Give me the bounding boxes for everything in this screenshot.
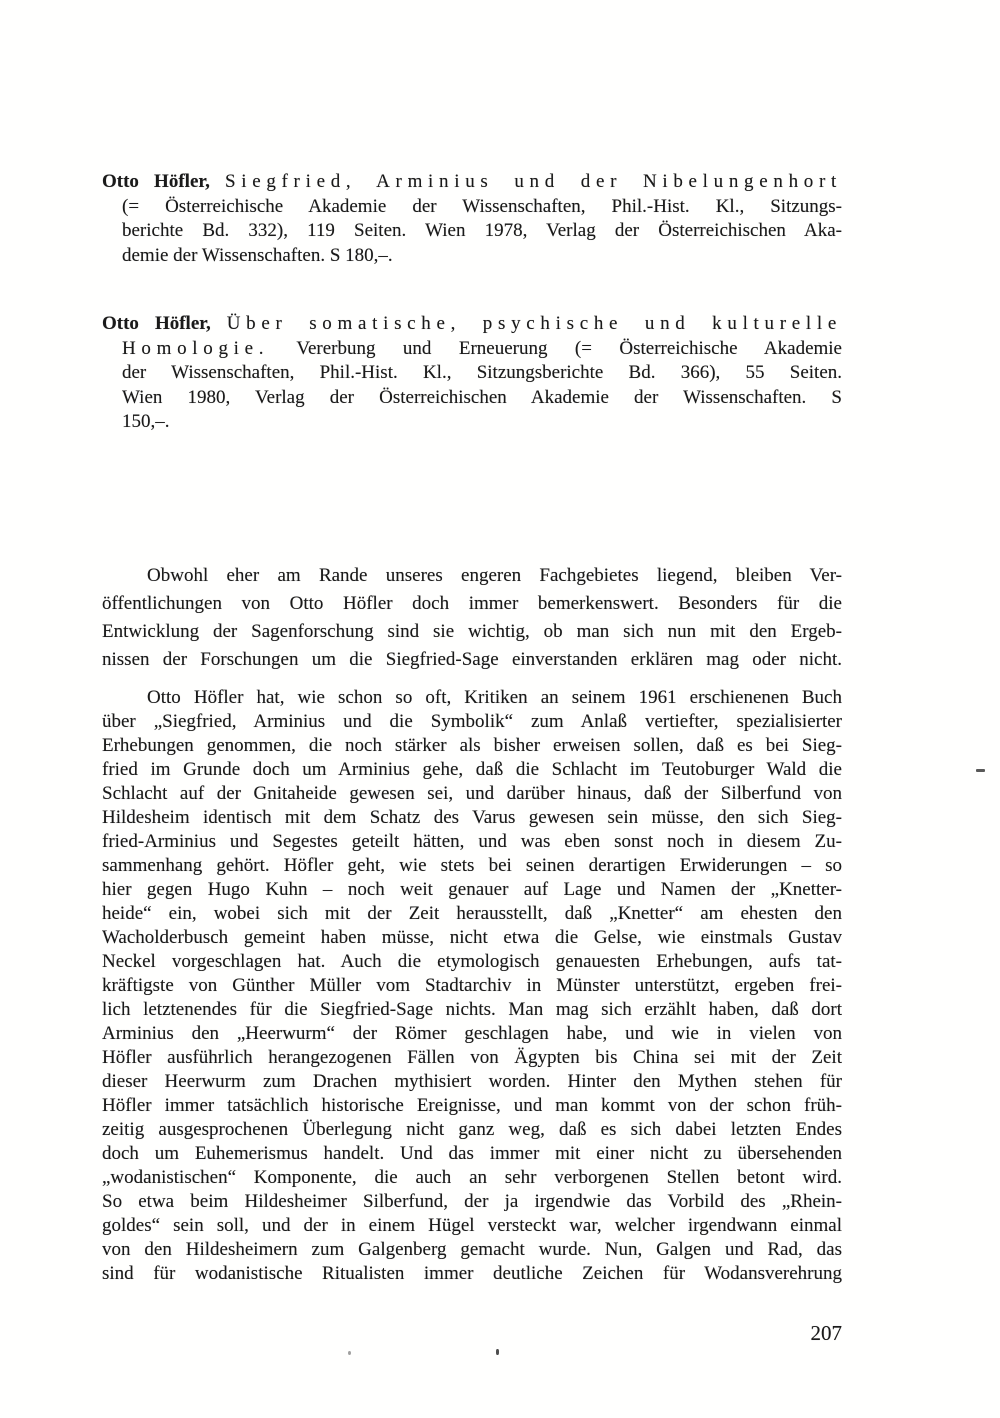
body-text: öffentlichungen von Otto Höfler doch immer bemerkenswert. Besonders für die xyxy=(102,593,842,614)
body-text: demie der Wissenschaften. S 180,–. xyxy=(122,244,393,266)
text-line xyxy=(102,1166,842,1190)
spaced-title-text: Homologie. xyxy=(122,337,270,359)
body-text: So etwa beim Hildesheimer Silberfund, der ja irgendwie das Vorbild des „Rhein- xyxy=(102,1191,842,1212)
body-text: hier gegen Hugo Kuhn – noch weit genauer auf Lage und Namen der „Knetter- xyxy=(102,879,842,900)
text-line xyxy=(102,410,842,435)
text-line xyxy=(102,170,842,195)
body-text: 150,–. xyxy=(122,411,170,432)
text-line xyxy=(102,1238,842,1262)
text-line xyxy=(102,1046,842,1070)
text-line xyxy=(102,782,842,806)
text-line xyxy=(102,926,842,950)
text-line xyxy=(102,312,842,337)
body-text: nissen der Forschungen um die Siegfried-Sage einverstanden erklären mag oder nicht. xyxy=(102,649,842,670)
text-line xyxy=(102,244,842,269)
body-text: kräftigste von Günther Müller vom Stadtarchiv in Münster unterstützt, ergeben frei- xyxy=(102,975,842,996)
text-line xyxy=(102,618,842,646)
body-text: Wacholderbusch gemeint haben müsse, nicht etwa die Gelse, wie einstmals Gustav xyxy=(102,927,842,948)
text-line xyxy=(102,686,842,710)
text-line xyxy=(102,710,842,734)
body-text: Höfler immer tatsächlich historische Ereignisse, und man kommt von der schon früh- xyxy=(102,1095,842,1116)
body-text: goldes“ sein soll, und der in einem Hügel versteckt war, welcher irgendwann einmal xyxy=(102,1215,842,1236)
text-line xyxy=(102,1142,842,1166)
body-text: Otto Höfler hat, wie schon so oft, Kritiken an seinem 1961 erschienenen Buch xyxy=(147,687,842,708)
text-line xyxy=(102,361,842,386)
bibliography-entry-2 xyxy=(102,312,842,435)
review-paragraph-2 xyxy=(102,686,842,1286)
body-text: Höfler ausführlich herangezogenen Fällen von Ägypten bis China sei mit der Zeit xyxy=(102,1047,842,1068)
text-line xyxy=(102,1022,842,1046)
body-text: über „Siegfried, Arminius und die Symbolik“ zum Anlaß vertiefter, spezialisierter xyxy=(102,711,842,732)
text-line xyxy=(102,1070,842,1094)
body-text: Obwohl eher am Rande unseres engeren Fachgebietes liegend, bleiben Ver- xyxy=(147,565,842,586)
author-name: Otto Höfler, xyxy=(102,313,211,334)
body-text: sammenhang gehört. Höfler geht, wie stets bei seinen derartigen Erwiderungen – so xyxy=(102,855,842,876)
body-text: Schlacht auf der Gnitaheide gewesen sei, und darüber hinaus, daß der Silberfund von xyxy=(102,783,842,804)
body-text: Erhebungen genommen, die noch stärker als bisher erweisen sollen, daß es bei Sieg- xyxy=(102,735,842,756)
text-line xyxy=(102,974,842,998)
text-line xyxy=(102,1118,842,1142)
scan-speck-bottom-center xyxy=(496,1349,499,1355)
text-line xyxy=(102,646,842,674)
body-text: lich letztenendes für die Siegfried-Sage nichts. Man mag sich erzählt haben, daß dort xyxy=(102,999,842,1020)
body-text: fried im Grunde doch um Arminius gehe, daß die Schlacht im Teutoburger Wald die xyxy=(102,759,842,780)
body-text: zeitig ausgesprochenen Überlegung nicht ganz weg, daß es sich dabei letzten Endes xyxy=(102,1119,842,1140)
text-line xyxy=(102,219,842,244)
text-line xyxy=(102,386,842,411)
text-line xyxy=(102,998,842,1022)
text-line xyxy=(102,562,842,590)
body-text: Hildesheim identisch mit dem Schatz des Varus gewesen sein müsse, den sich Sieg- xyxy=(102,807,842,828)
text-line xyxy=(102,337,842,362)
body-text: fried-Arminius und Segestes geteilt hätten, und was eben sonst noch in diesem Zu- xyxy=(102,831,842,852)
text-line xyxy=(102,734,842,758)
page-number: 207 xyxy=(810,1321,842,1345)
body-text: der Wissenschaften, Phil.-Hist. Kl., Sitzungsberichte Bd. 366), 55 Seiten. xyxy=(122,362,842,383)
text-line xyxy=(102,1094,842,1118)
spaced-title-text: Über somatische, psychische und kulturelle xyxy=(226,313,842,334)
text-line xyxy=(102,1214,842,1238)
body-text: dieser Heerwurm zum Drachen mythisiert worden. Hinter den Mythen stehen für xyxy=(102,1071,842,1092)
text-line xyxy=(102,854,842,878)
body-text: doch um Euhemerismus handelt. Und das immer mit einer nicht zu übersehenden xyxy=(102,1143,842,1164)
text-line xyxy=(102,806,842,830)
body-text: von den Hildesheimern zum Galgenberg gemacht wurde. Nun, Galgen und Rad, das xyxy=(102,1239,842,1260)
text-line xyxy=(102,830,842,854)
body-text: Entwicklung der Sagenforschung sind sie wichtig, ob man sich nun mit den Ergeb- xyxy=(102,621,842,642)
body-text: berichte Bd. 332), 119 Seiten. Wien 1978, Verlag der Österreichischen Aka- xyxy=(122,220,842,241)
spaced-title-text: Siegfried, Arminius und der Nibelungenhort xyxy=(224,171,842,192)
author-name: Otto Höfler, xyxy=(102,171,210,192)
review-paragraph-1 xyxy=(102,562,842,674)
body-text: (= Österreichische Akademie der Wissenschaften, Phil.-Hist. Kl., Sitzungs- xyxy=(122,195,842,217)
text-line xyxy=(102,195,842,220)
body-text: „wodanistischen“ Komponente, die auch an sehr verborgenen Stellen betont wird. xyxy=(102,1167,842,1188)
text-line xyxy=(102,1262,842,1286)
scan-speck-margin-dash xyxy=(976,769,985,772)
body-text: Wien 1980, Verlag der Österreichischen Akademie der Wissenschaften. S xyxy=(122,386,842,408)
body-text: heide“ ein, wobei sich mit der Zeit herausstellt, daß „Knetter“ am ehesten den xyxy=(102,903,842,924)
text-line xyxy=(102,950,842,974)
body-text: sind für wodanistische Ritualisten immer deutliche Zeichen für Wodansverehrung xyxy=(102,1263,842,1284)
body-text: Vererbung und Erneuerung (= Österreichische Akademie xyxy=(296,337,842,359)
scan-speck-bottom-left xyxy=(348,1351,351,1355)
text-line xyxy=(102,902,842,926)
text-line xyxy=(102,590,842,618)
text-line xyxy=(102,878,842,902)
body-text: Arminius den „Heerwurm“ der Römer geschlagen habe, und wie in vielen von xyxy=(102,1023,842,1044)
body-text: Neckel vorgeschlagen hat. Auch die etymologisch genauesten Erhebungen, aufs tat- xyxy=(102,951,842,972)
bibliography-entry-1 xyxy=(102,170,842,268)
text-line xyxy=(102,758,842,782)
text-line xyxy=(102,1190,842,1214)
